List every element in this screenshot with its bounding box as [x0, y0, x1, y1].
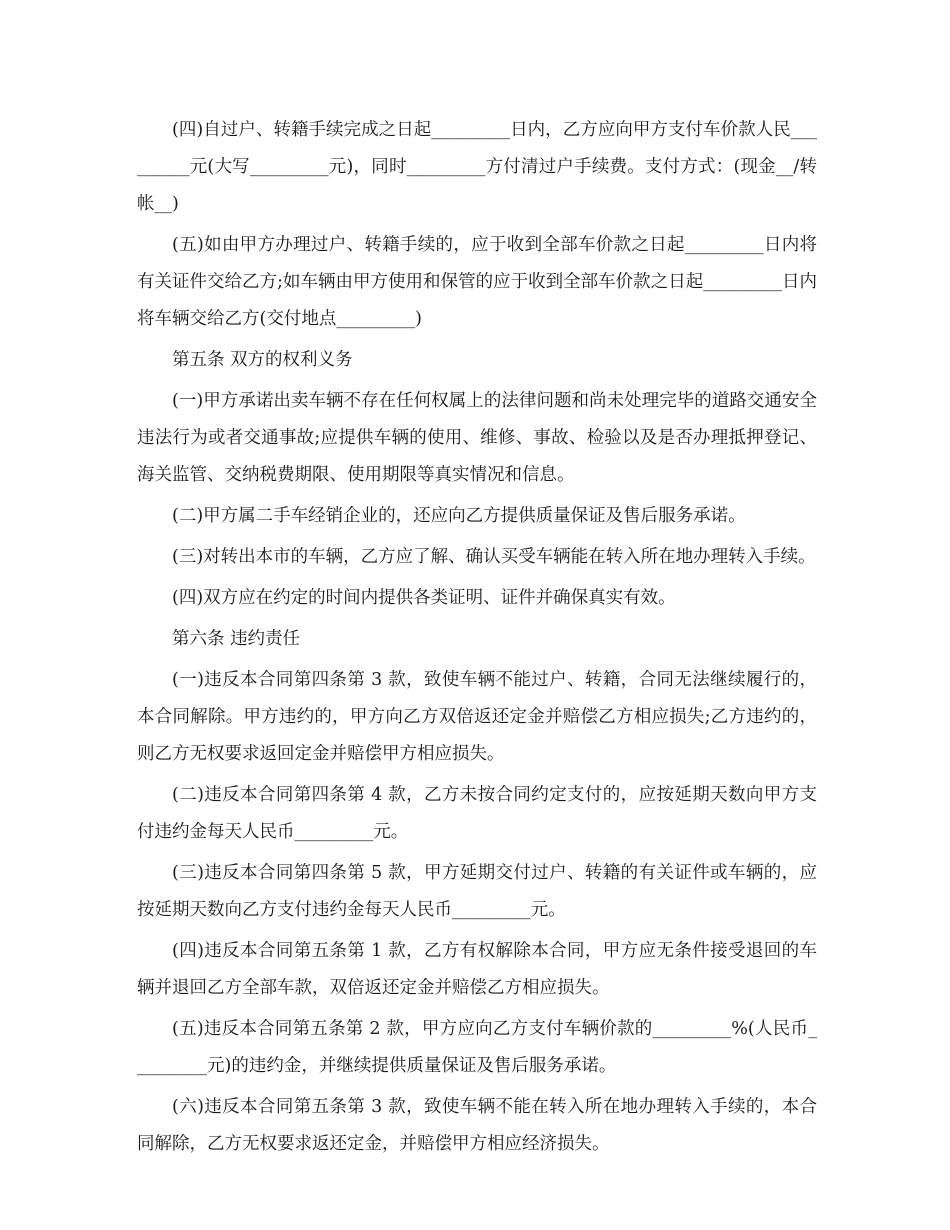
clause-6-1: (一)违反本合同第四条第 3 款，致使车辆不能过户、转籍，合同无法继续履行的，本合同解除。甲方违约的，甲方向乙方双倍返还定金并赔偿乙方相应损失;乙方违约的，则乙方无权要求返回定金并赔偿甲方相应损失。: [137, 670, 817, 764]
clause-4-4: (四)自过户、转籍手续完成之日起_________日内，乙方应向甲方支付车价款人民_________元(大写_________元)，同时_________方付清过户手续费。支付方式：(现金__/转帐__): [137, 120, 817, 214]
clause-6-3: (三)违反本合同第四条第 5 款，甲方延期交付过户、转籍的有关证件或车辆的，应按延期天数向乙方支付违约金每天人民币_________元。: [137, 863, 817, 920]
article-6-heading: 第六条 违约责任: [172, 629, 301, 649]
document-body: [137, 112, 817, 1167]
clause-4-5: (五)如由甲方办理过户、转籍手续的，应于收到全部车价款之日起_________日内将有关证件交给乙方;如车辆由甲方使用和保管的应于收到全部车价款之日起_________日内将车辆交给乙方(交付地点_________): [137, 235, 817, 329]
clause-6-6: (六)违反本合同第五条第 3 款，致使车辆不能在转入所在地办理转入手续的，本合同解除，乙方无权要求返还定金，并赔偿甲方相应经济损失。: [137, 1097, 817, 1154]
clause-5-3: (三)对转出本市的车辆，乙方应了解、确认买受车辆能在转入所在地办理转入手续。: [172, 547, 816, 567]
clause-6-5: (五)违反本合同第五条第 2 款，甲方应向乙方支付车辆价款的_________%(人民币_________元)的违约金，并继续提供质量保证及售后服务承诺。: [137, 1019, 817, 1076]
article-5-heading: 第五条 双方的权利义务: [172, 350, 353, 370]
clause-6-2: (二)违反本合同第四条第 4 款，乙方未按合同约定支付的，应按延期天数向甲方支付违约金每天人民币_________元。: [137, 785, 817, 842]
clause-5-4: (四)双方应在约定的时间内提供各类证明、证件并确保真实有效。: [172, 588, 676, 608]
clause-5-1: (一)甲方承诺出卖车辆不存在任何权属上的法律问题和尚未处理完毕的道路交通安全违法行为或者交通事故;应提供车辆的使用、维修、事故、检验以及是否办理抵押登记、海关监管、交纳税费期限、使用期限等真实情况和信息。: [137, 391, 817, 485]
clause-5-2: (二)甲方属二手车经销企业的，还应向乙方提供质量保证及售后服务承诺。: [172, 506, 746, 526]
clause-6-4: (四)违反本合同第五条第 1 款，乙方有权解除本合同，甲方应无条件接受退回的车辆并退回乙方全部车款，双倍返还定金并赔偿乙方相应损失。: [137, 941, 817, 998]
